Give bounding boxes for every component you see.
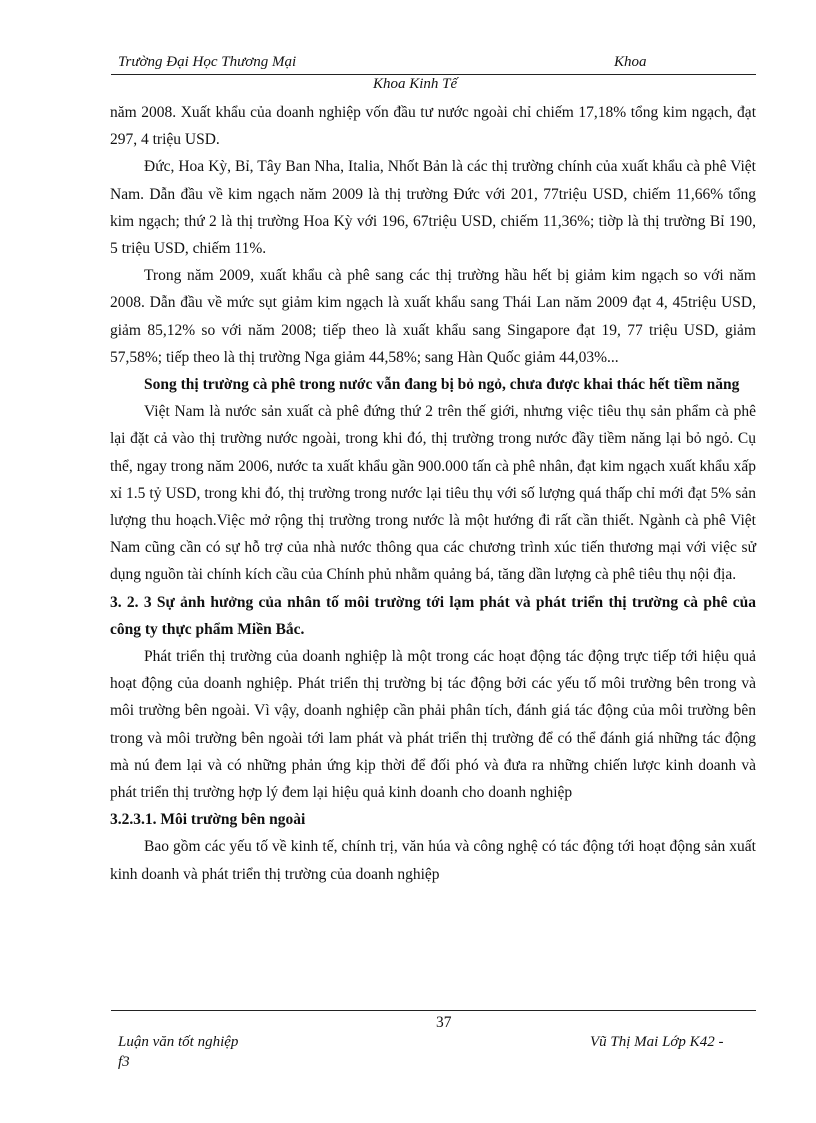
document-body: [110, 99, 756, 888]
header-school-name: Trường Đại Học Thương Mại: [118, 54, 297, 70]
footer-thesis-label: Luận văn tốt nghiệp: [118, 1034, 239, 1050]
footer-class-code: f3: [118, 1054, 130, 1070]
footer-author: Vũ Thị Mai Lớp K42 -: [590, 1034, 724, 1050]
footer-divider: [111, 1010, 756, 1011]
section-heading-3-2-3-1: 3.2.3.1. Môi trường bên ngoài: [110, 811, 306, 829]
paragraph-domestic-consumption: Việt Nam là nước sản xuất cà phê đứng thứ 2 trên thế giới, nhưng việc tiêu thụ sản phẩm cà phê lại đặt cả vào thị trường nước ngoài, trong khi đó, thị trường trong nước đầy tiềm năng lại bỏ ngỏ. Cụ thể, ngay trong năm 2006, nước ta xuất khẩu gần 900.000 tấn cà phê nhân, đạt kim ngạch xuất khẩu xấp xỉ 1.5 tỷ USD, trong khi đó, thị trường trong nước lại tiêu thụ với số lượng quá thấp chỉ mới đạt 5% sản lượng thu hoạch.Việc mở rộng thị trường trong nước là một hướng đi rất cần thiết. Ngành cà phê Việt Nam cũng cần có sự hỗ trợ của nhà nước thông qua các chương trình xúc tiến thương mại với việc sử dụng nguồn tài chính kích cầu của Chính phủ nhằm quảng bá, tăng dần lượng cà phê tiêu thụ nội địa.: [110, 403, 756, 584]
header-faculty-name: Khoa Kinh Tế: [373, 76, 458, 92]
page-number: 37: [436, 1014, 452, 1031]
paragraph-market-decline: Trong năm 2009, xuất khẩu cà phê sang các thị trường hầu hết bị giảm kim ngạch so với năm 2008. Dẫn đầu về mức sụt giảm kim ngạch là xuất khẩu sang Thái Lan năm 2009 đạt 4, 45triệu USD, giảm 85,12% so với năm 2008; tiếp theo là xuất khẩu sang Singapore đạt 19, 77 triệu USD, giảm 57,58%; tiếp theo là thị trường Nga giảm 44,58%; sang Hàn Quốc giảm 44,03%...: [110, 267, 756, 366]
header-faculty-label: Khoa: [614, 54, 647, 70]
header-divider: [111, 74, 756, 75]
paragraph-main-markets: Đức, Hoa Kỳ, Bỉ, Tây Ban Nha, Italia, Nhốt Bản là các thị trường chính của xuất khẩu cà phê Việt Nam. Dẫn đầu về kim ngạch năm 2009 là thị trường Đức với 201, 77triệu USD, chiếm 11,66% tổng kim ngạch; thứ 2 là thị trường Hoa Kỳ với 196, 67triệu USD, chiếm 11,36%; tiờp là thị trường Bỉ 190, 5 triệu USD, chiếm 11%.: [110, 158, 756, 258]
subheading-domestic-market: Song thị trường cà phê trong nước vẫn đang bị bỏ ngỏ, chưa được khai thác hết tiềm năng: [144, 376, 740, 394]
paragraph-market-development: Phát triển thị trường của doanh nghiệp là một trong các hoạt động tác động trực tiếp tới hiệu quả hoạt động của doanh nghiệp. Phát triển thị trường bị tác động bởi các yếu tố môi trường bên trong và môi trường bên ngoài. Vì vậy, doanh nghiệp cần phải phân tích, đánh giá tác động của môi trường bên trong và môi trường bên ngoài tới lam phát và phát triển thị trường để có thể đánh giá những tác động mà nú đem lại và có những phản ứng kịp thời để đối phó và đưa ra những chiến lược kinh doanh và phát triển thị trường hợp lý đem lại hiệu quả kinh doanh cho doanh nghiệp: [110, 648, 756, 802]
section-heading-3-2-3: 3. 2. 3 Sự ảnh hưởng của nhân tố môi trường tới lạm phát và phát triển thị trường cà phê của công ty thực phẩm Miền Bắc.: [110, 593, 756, 638]
paragraph-export-share: năm 2008. Xuất khẩu của doanh nghiệp vốn đầu tư nước ngoài chỉ chiếm 17,18% tổng kim ngạch, đạt 297, 4 triệu USD.: [110, 104, 756, 149]
paragraph-external-factors: Bao gồm các yếu tố về kinh tế, chính trị, văn húa và công nghệ có tác động tới hoạt động sản xuất kinh doanh và phát triển thị trường của doanh nghiệp: [110, 838, 756, 883]
